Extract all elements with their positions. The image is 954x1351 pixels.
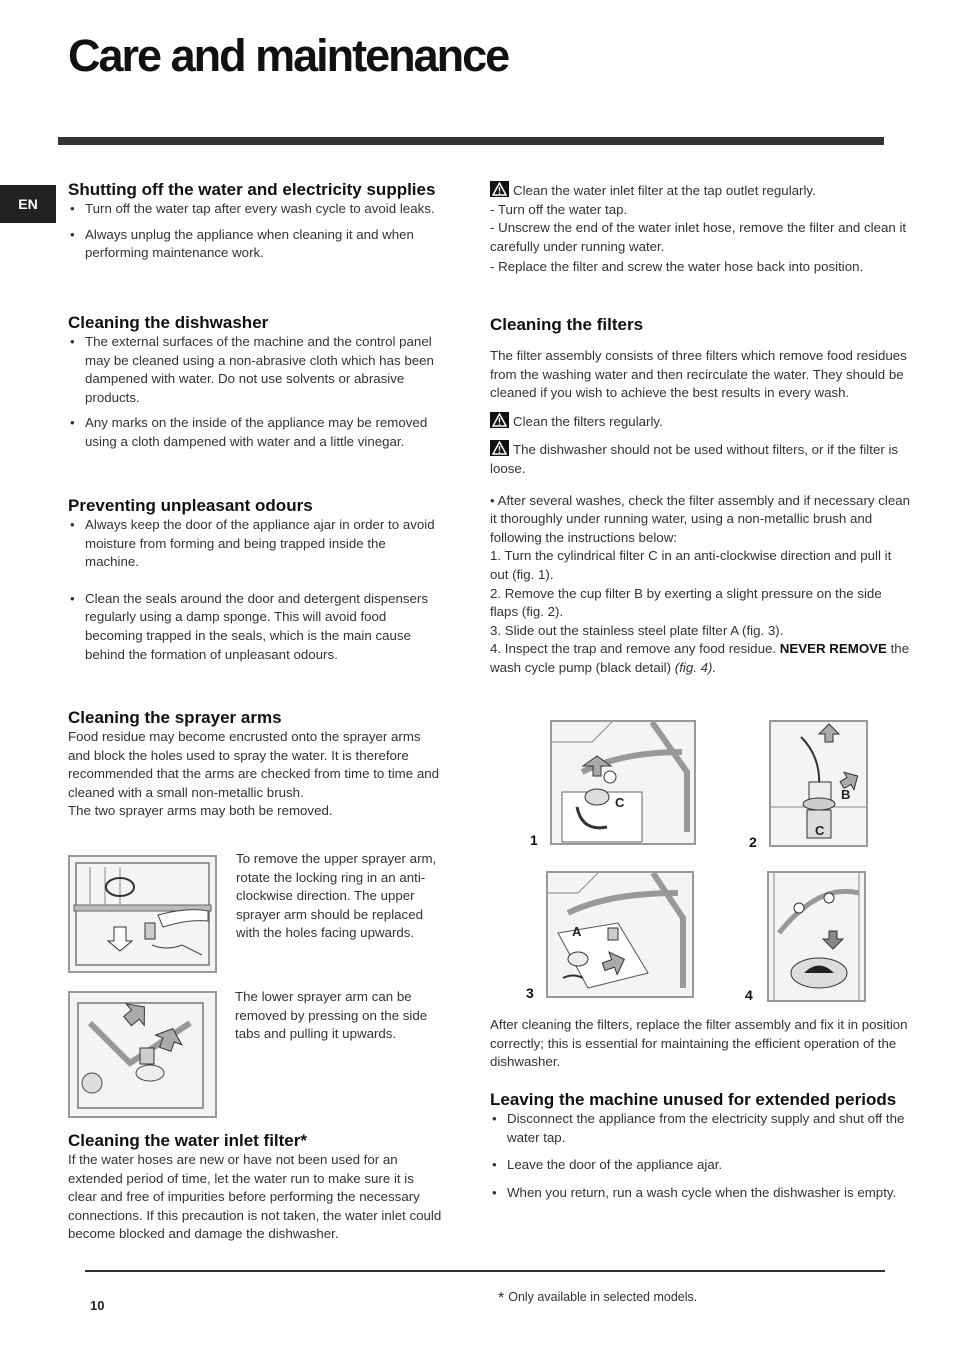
step4-warning: NEVER REMOVE [779, 641, 887, 657]
upper-sprayer-text: To remove the upper sprayer arm, rotate the locking ring in an anti-clockwise direction. The upper sprayer arm should be replaced with the holes facing upwards. [236, 851, 437, 941]
footer-rule [85, 1270, 885, 1272]
list-item: • Always keep the door of the appliance ajar in order to avoid moisture from forming and being trapped inside the machine. [68, 516, 443, 572]
filters-paragraph: The filter assembly consists of three filters which remove food residues from the washing water and then recirculate the water. They should be cleaned if you wish to achieve the best results in every wash. [490, 348, 907, 401]
section-cleaning-filters [490, 315, 910, 678]
section-water-inlet-filter [68, 1131, 443, 1244]
lower-sprayer-figure [68, 991, 217, 1118]
upper-sprayer-figure [68, 855, 217, 973]
section-inlet-instructions [490, 181, 910, 277]
list-item: • The external surfaces of the machine and the control panel may be cleaned using a non-abrasive cloth which has been dampened with water. Do not use solvents or abrasive products. [68, 333, 443, 407]
figure-number: 2 [749, 834, 757, 850]
filter-figure-4 [767, 871, 866, 1002]
label-b: B [841, 787, 851, 802]
step4-text-2: the wash cycle pump (black detail) [490, 641, 910, 675]
warning-icon [490, 181, 509, 197]
figure-number: 3 [526, 985, 534, 1001]
list-item: • Turn off the water tap after every wash cycle to avoid leaks. [68, 200, 443, 219]
heading-sprayer-arms: Cleaning the sprayer arms [68, 708, 282, 727]
inlet-warning-text: Clean the water inlet filter at the tap outlet regularly. [513, 183, 816, 198]
sprayer-paragraph-2: The two sprayer arms may both be removed. [68, 803, 333, 819]
filters-warning-2 [490, 440, 910, 478]
filters-after-text: After cleaning the filters, replace the filter assembly and fix it in position correctly; this is essential for maintaining the efficient operation of the dishwasher. [490, 1017, 908, 1070]
water-inlet-paragraph: If the water hoses are new or have not been used for an extended period of time, let the water run to make sure it is clear and free of impurities before performing the necessary connections. If this precaution is not taken, the water inlet could become blocked and damage the dishwasher. [68, 1152, 442, 1242]
filter-step: 3. Slide out the stainless steel plate filter A (fig. 3). [490, 622, 784, 638]
heading-cleaning-dishwasher: Cleaning the dishwasher [68, 313, 269, 332]
figure-number: 1 [530, 832, 538, 848]
heading-cleaning-filters: Cleaning the filters [490, 315, 644, 334]
footnote-text: Only available in selected models. [508, 1290, 698, 1304]
sprayer-paragraph: Food residue may become encrusted onto the sprayer arms and block the holes used to spray the water. It is therefore recommended that the arms are checked from time to time and cleaned with a small non-metallic brush. [68, 729, 440, 800]
filters-warning-1-text: Clean the filters regularly. [513, 413, 663, 429]
filter-step: 2. Remove the cup filter B by exerting a slight pressure on the side flaps (fig. 2). [490, 585, 882, 620]
language-tab: EN [0, 185, 56, 223]
filter-figure-1 [550, 720, 696, 845]
figure-number: 4 [745, 987, 753, 1003]
filter-figure-2 [769, 720, 868, 847]
section-sprayer-arms [68, 708, 443, 821]
inlet-step: - Replace the filter and screw the water hose back into position. [490, 259, 864, 275]
filters-warning-1 [490, 412, 910, 432]
heading-water-inlet-filter: Cleaning the water inlet filter* [68, 1131, 307, 1150]
warning-icon [490, 412, 509, 428]
footnote [498, 1290, 697, 1308]
step4-fig-ref: (fig. 4). [674, 659, 717, 675]
filter-step-4 [490, 640, 910, 677]
list-item: • Leave the door of the appliance ajar. [490, 1156, 910, 1175]
label-c: C [615, 795, 625, 810]
warning-icon [490, 440, 509, 456]
heading-odours: Preventing unpleasant odours [68, 496, 313, 515]
label-c-2: C [815, 823, 825, 838]
list-item: • Any marks on the inside of the appliance may be removed using a cloth dampened with water and a little vinegar. [68, 414, 443, 451]
label-a: A [572, 924, 582, 939]
step4-text: 4. Inspect the trap and remove any food residue. [490, 641, 777, 657]
heading-shutting-off: Shutting off the water and electricity supplies [68, 180, 436, 199]
inlet-step: - Turn off the water tap. [490, 201, 628, 217]
header-rule [58, 137, 884, 145]
lower-sprayer-text: The lower sprayer arm can be removed by pressing on the side tabs and pulling it upwards. [235, 989, 428, 1042]
section-odours [68, 496, 443, 664]
page-number: 10 [90, 1298, 105, 1313]
section-shutting-off [68, 180, 443, 263]
heading-unused: Leaving the machine unused for extended periods [490, 1090, 897, 1109]
filters-instructions: • After several washes, check the filter assembly and if necessary clean it thoroughly under running water, using a non-metallic brush and following the instructions below: [490, 492, 911, 545]
section-cleaning-dishwasher [68, 313, 443, 452]
footnote-marker: * [498, 1290, 505, 1307]
list-item: • Disconnect the appliance from the electricity supply and shut off the water tap. [490, 1110, 910, 1147]
inlet-step: - Unscrew the end of the water inlet hose, remove the filter and clean it carefully under running water. [490, 220, 907, 254]
filter-step: 1. Turn the cylindrical filter C in an anti-clockwise direction and pull it out (fig. 1). [490, 548, 892, 582]
filters-warning-2-text: The dishwasher should not be used without filters, or if the filter is loose. [490, 442, 899, 476]
filter-figure-3 [546, 871, 694, 998]
page-title: Care and maintenance [68, 30, 509, 81]
inlet-warning [490, 181, 910, 201]
list-item: • When you return, run a wash cycle when the dishwasher is empty. [490, 1184, 910, 1203]
section-unused [490, 1090, 910, 1202]
list-item: • Always unplug the appliance when cleaning it and when performing maintenance work. [68, 226, 443, 263]
list-item: • Clean the seals around the door and detergent dispensers regularly using a damp sponge. This will avoid food becoming trapped in the seals, which is the main cause behind the formation of unpleasant odours. [68, 590, 443, 664]
